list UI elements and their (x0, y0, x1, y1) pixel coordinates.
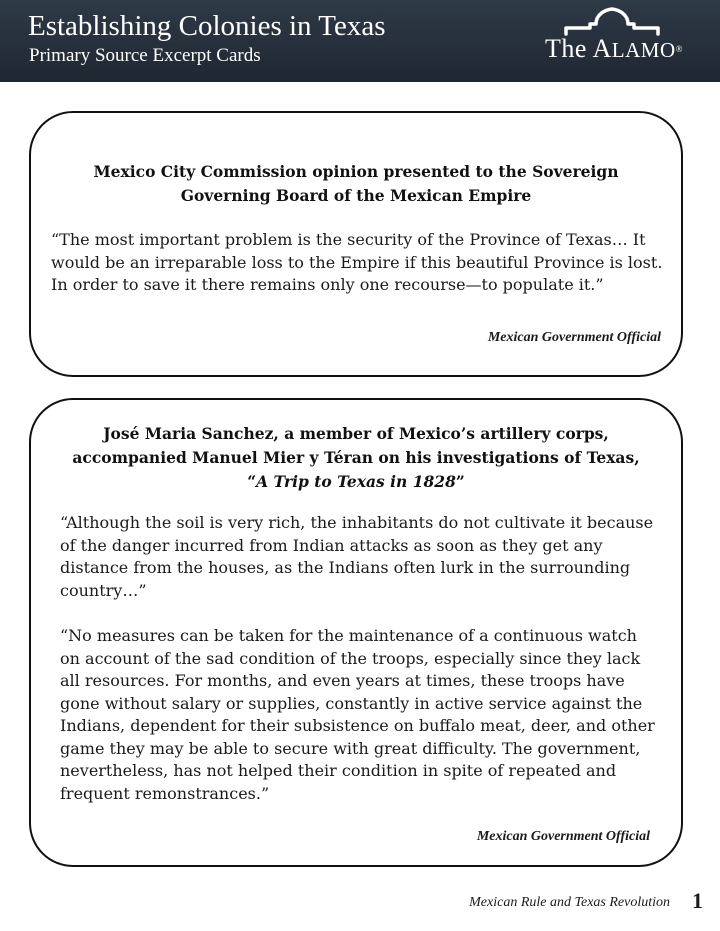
open-quote: “ (247, 472, 257, 491)
page-title: Establishing Colonies in Texas (28, 10, 386, 42)
excerpt-card-1 (29, 111, 683, 377)
card-title-line: José Maria Sanchez, a member of Mexico’s artillery corps, (103, 424, 609, 443)
card-attribution: Mexican Government Official (476, 829, 650, 844)
footer-text: Mexican Rule and Texas Revolution (469, 895, 670, 910)
card-title (51, 422, 661, 494)
card-title: Mexico City Commission opinion presented to the Sovereign Governing Board of the Mexican Empire (93, 162, 619, 205)
card-title-book-line (51, 470, 661, 494)
logo-the: The (545, 34, 593, 63)
card-attribution: Mexican Government Official (487, 330, 661, 345)
logo-registered-mark: ® (675, 44, 683, 54)
excerpt-card-2 (29, 398, 683, 867)
close-quote: ” (455, 472, 465, 491)
page-subtitle: Primary Source Excerpt Cards (29, 45, 261, 66)
alamo-facade-icon (538, 6, 690, 36)
card-title-line: accompanied Manuel Mier y Téran on his investigations of Texas, (72, 448, 640, 467)
card-quote: “No measures can be taken for the maintenance of a continuous watch on account of the sad condition of the troops, especially since they lack all resources. For months, and even years at times, these troops have gone without salary or supplies, constantly in active service against the Indians, dependent for their subsistence on buffalo meat, deer, and other game they may be able to secure with great difficulty. The government, nevertheless, has not helped their condition in spite of repeated and frequent remonstrances.” (60, 626, 655, 803)
logo-wordmark (538, 34, 690, 65)
logo-lamo: LAMO (611, 38, 676, 62)
card-quote: “The most important problem is the security of the Province of Texas… It would be an irreparable loss to the Empire if this beautiful Province is lost. In order to save it there remains only one recourse—to populate it.” (51, 230, 663, 294)
book-title: A Trip to Texas in 1828 (256, 472, 456, 491)
logo-a: A (592, 34, 612, 63)
page-header (0, 0, 720, 82)
alamo-logo (538, 6, 690, 70)
card-quote: “Although the soil is very rich, the inhabitants do not cultivate it because of the danger incurred from Indian attacks as soon as they get any distance from the houses, as the Indians often lurk in the surrounding country…” (60, 513, 654, 600)
page-number: 1 (692, 888, 703, 913)
